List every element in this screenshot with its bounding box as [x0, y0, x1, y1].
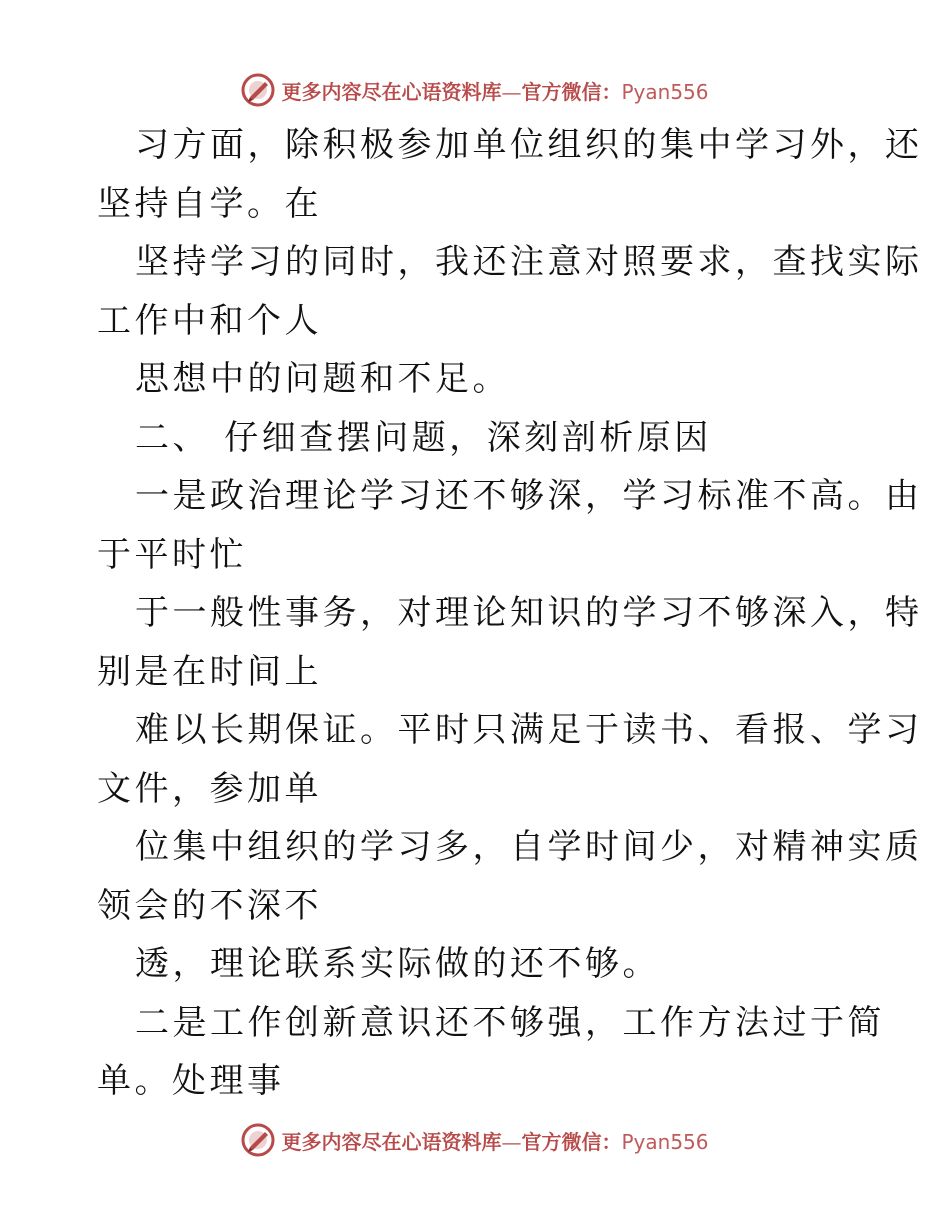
brand-logo-icon	[241, 1123, 275, 1157]
footer-watermark	[0, 1118, 950, 1162]
text-line: 一是政治理论学习还不够深，学习标准不高。由	[135, 476, 923, 516]
text-line: 于一般性事务，对理论知识的学习不够深入，特	[135, 593, 923, 633]
text-line: 单。处理事	[97, 1061, 285, 1101]
text-line: 别是在时间上	[97, 651, 322, 692]
text-line: 领会的不深不	[97, 885, 322, 926]
text-line: 二是工作创新意识还不够强，工作方法过于简	[135, 1002, 885, 1043]
text-line: 坚持学习的同时，我还注意对照要求，查找实际	[135, 242, 923, 282]
watermark-account: Pyan556	[621, 1129, 709, 1154]
text-line: 工作中和个人	[97, 300, 322, 341]
text-line: 思想中的问题和不足。	[135, 359, 510, 399]
text-line: 透，理论联系实际做的还不够。	[135, 944, 660, 984]
watermark-separator: —	[501, 79, 522, 104]
header-watermark	[0, 68, 950, 112]
brand-logo-icon	[241, 73, 275, 107]
text-line: 于平时忙	[97, 534, 247, 575]
watermark-brand: 更多内容尽在心语资料库	[281, 1129, 502, 1154]
text-line: 文件，参加单	[97, 768, 322, 809]
text-line: 位集中组织的学习多，自学时间少，对精神实质	[135, 827, 923, 867]
watermark-brand: 更多内容尽在心语资料库	[281, 79, 502, 104]
watermark-text	[281, 1126, 708, 1155]
watermark-text	[281, 76, 708, 105]
section-heading: 二、 仔细查摆问题，深刻剖析原因	[135, 417, 712, 458]
text-line: 习方面，除积极参加单位组织的集中学习外，还	[135, 125, 923, 165]
text-line: 难以长期保证。平时只满足于读书、看报、学习	[135, 710, 923, 750]
document-body	[97, 116, 923, 1111]
watermark-account: Pyan556	[621, 79, 709, 104]
watermark-official: 官方微信：	[521, 79, 622, 104]
watermark-official: 官方微信：	[521, 1129, 622, 1154]
watermark-separator: —	[501, 1129, 522, 1154]
text-line: 坚持自学。在	[97, 183, 322, 224]
